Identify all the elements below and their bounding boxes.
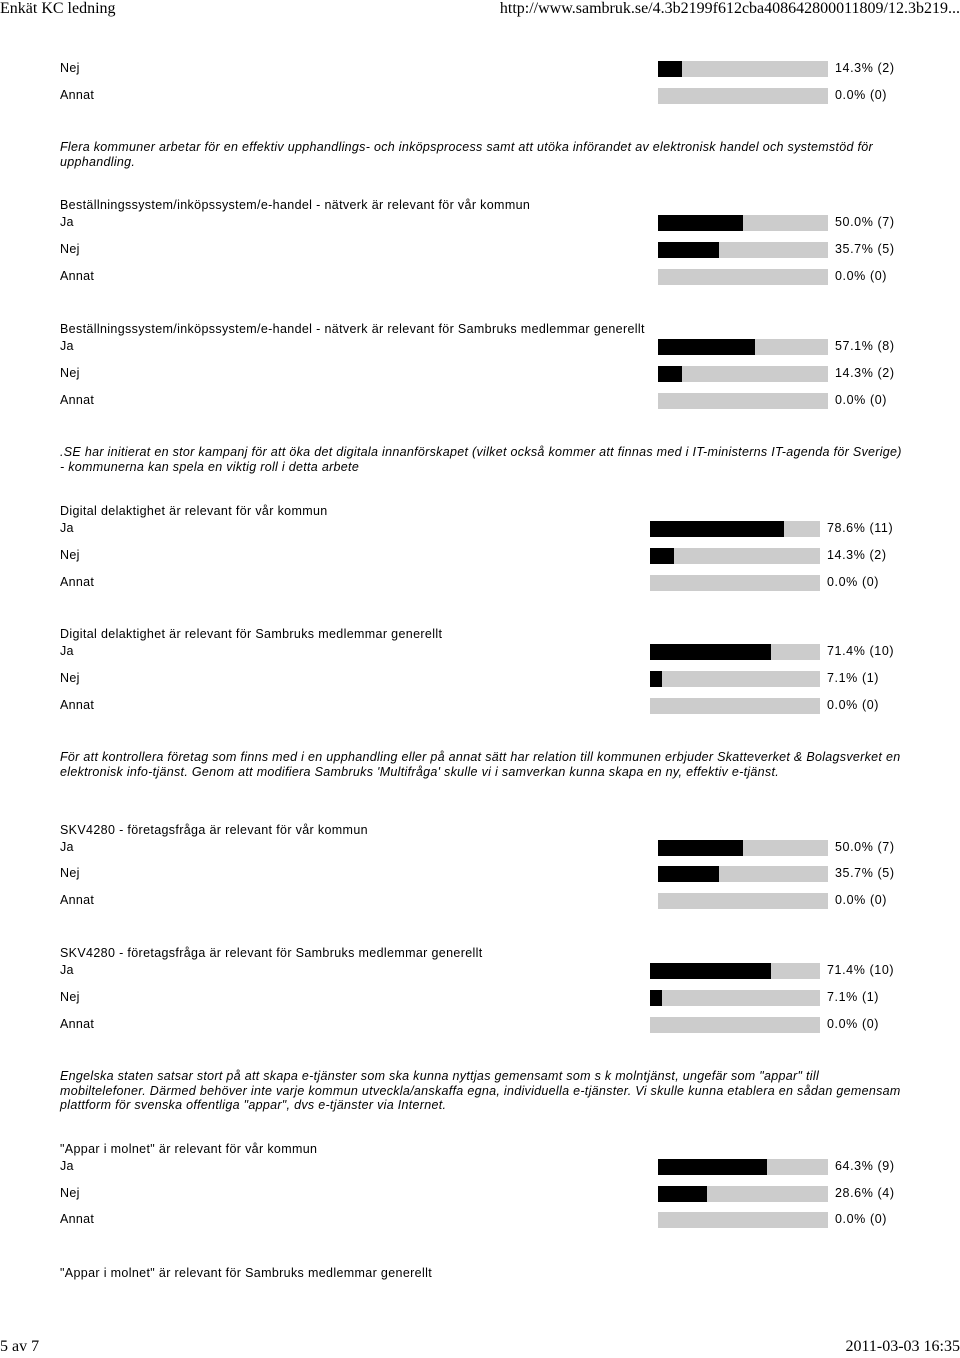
section-description: Engelska staten satsar stort på att skapa e-tjänster som ska kunna nyttjas gemensamt som s k molntjänst, ungefär som "appar" till mobiltelefoner. Därmed behöver inte varje kommun utveckla/anskaffa egna, individuella e-tjänster. Vi skulle kunna etablera en sådan gemensam plattform för svenska offentliga "appar", dvs e-tjänster via Internet. <box>60 1069 901 1112</box>
answer-label: Ja <box>60 644 74 658</box>
answer-percentage: 50.0% (7) <box>835 215 895 229</box>
result-bar-fill <box>658 61 682 77</box>
result-bar-fill <box>658 1159 767 1175</box>
result-bar <box>658 88 828 104</box>
answer-percentage: 0.0% (0) <box>827 698 880 712</box>
answer-label: Annat <box>60 893 95 907</box>
answer-percentage: 35.7% (5) <box>835 242 895 256</box>
answer-label: Nej <box>60 548 80 562</box>
answer-row <box>60 893 920 911</box>
answer-percentage: 7.1% (1) <box>827 990 880 1004</box>
answer-row <box>60 366 920 384</box>
answer-percentage: 64.3% (9) <box>835 1159 895 1173</box>
answer-percentage: 28.6% (4) <box>835 1186 895 1200</box>
answer-row <box>60 242 920 260</box>
answer-label: Ja <box>60 963 74 977</box>
result-bar-fill <box>658 339 755 355</box>
question-title: SKV4280 - företagsfråga är relevant för Sambruks medlemmar generellt <box>60 946 483 960</box>
section-description: .SE har initierat en stor kampanj för att öka det digitala innanförskapet (vilket också kommer att finnas med i IT-ministerns IT-agenda för Sverige) - kommunerna kan spela en viktig roll i detta arbete <box>60 445 902 474</box>
result-bar-fill <box>658 840 743 856</box>
answer-label: Ja <box>60 215 74 229</box>
question-title: Beställningssystem/inköpssystem/e-handel - nätverk är relevant för vår kommun <box>60 198 531 212</box>
result-bar <box>650 671 820 687</box>
answer-percentage: 71.4% (10) <box>827 644 895 658</box>
answer-row <box>60 644 920 662</box>
answer-row <box>60 1159 920 1177</box>
answer-label: Nej <box>60 242 80 256</box>
answer-row <box>60 269 920 287</box>
answer-row <box>60 698 920 716</box>
answer-row <box>60 963 920 981</box>
answer-percentage: 57.1% (8) <box>835 339 895 353</box>
browser-print-footer <box>0 1338 960 1358</box>
result-bar-fill <box>658 242 719 258</box>
result-bar <box>650 575 820 591</box>
result-bar <box>650 698 820 714</box>
result-bar <box>658 242 828 258</box>
result-bar <box>658 1186 828 1202</box>
result-bar <box>650 990 820 1006</box>
result-bar <box>658 840 828 856</box>
answer-label: Nej <box>60 1186 80 1200</box>
answer-label: Annat <box>60 575 95 589</box>
answer-percentage: 71.4% (10) <box>827 963 895 977</box>
answer-label: Ja <box>60 339 74 353</box>
answer-row <box>60 575 920 593</box>
answer-label: Annat <box>60 269 95 283</box>
answer-percentage: 35.7% (5) <box>835 866 895 880</box>
answer-row <box>60 215 920 233</box>
result-bar <box>658 215 828 231</box>
answer-label: Nej <box>60 366 80 380</box>
result-bar-fill <box>650 671 662 687</box>
result-bar-fill <box>658 366 682 382</box>
answer-label: Annat <box>60 698 95 712</box>
result-bar <box>658 339 828 355</box>
browser-print-header <box>0 0 960 20</box>
document-title: Enkät KC ledning <box>0 0 116 17</box>
answer-percentage: 7.1% (1) <box>827 671 880 685</box>
question-title: SKV4280 - företagsfråga är relevant för vår kommun <box>60 823 368 837</box>
result-bar-fill <box>650 963 771 979</box>
answer-row <box>60 393 920 411</box>
answer-percentage: 14.3% (2) <box>827 548 887 562</box>
print-datetime: 2011-03-03 16:35 <box>845 1338 960 1355</box>
result-bar <box>650 644 820 660</box>
result-bar <box>650 548 820 564</box>
section-description: För att kontrollera företag som finns med i en upphandling eller på annat sätt har relation till kommunen erbjuder Skatteverket & Bolagsverket en elektronisk info-tjänst. Genom att modifiera Sambruks 'Multifråga' skulle vi i samverkan kunna skapa en ny, effektiv e-tjänst. <box>60 750 901 779</box>
result-bar-fill <box>658 866 719 882</box>
result-bar <box>658 893 828 909</box>
answer-row <box>60 1017 920 1035</box>
result-bar-fill <box>658 1186 707 1202</box>
answer-percentage: 0.0% (0) <box>827 575 880 589</box>
answer-row <box>60 990 920 1008</box>
question-title: "Appar i molnet" är relevant för vår kommun <box>60 1142 318 1156</box>
result-bar <box>650 1017 820 1033</box>
answer-row <box>60 521 920 539</box>
result-bar-fill <box>650 990 662 1006</box>
page-number: 5 av 7 <box>0 1338 40 1355</box>
answer-row <box>60 866 920 884</box>
answer-percentage: 0.0% (0) <box>827 1017 880 1031</box>
answer-row <box>60 840 920 858</box>
question-title: Beställningssystem/inköpssystem/e-handel - nätverk är relevant för Sambruks medlemmar generellt <box>60 322 645 336</box>
section-description: Flera kommuner arbetar för en effektiv upphandlings- och inköpsprocess samt att utöka införandet av elektronisk handel och systemstöd för upphandling. <box>60 140 874 169</box>
answer-row <box>60 1186 920 1204</box>
answer-label: Annat <box>60 1212 95 1226</box>
answer-label: Nej <box>60 990 80 1004</box>
answer-row <box>60 88 920 106</box>
answer-label: Ja <box>60 521 74 535</box>
answer-percentage: 0.0% (0) <box>835 88 888 102</box>
result-bar <box>658 866 828 882</box>
answer-label: Ja <box>60 1159 74 1173</box>
answer-row <box>60 671 920 689</box>
result-bar <box>658 1159 828 1175</box>
result-bar <box>658 1212 828 1228</box>
result-bar-fill <box>650 548 674 564</box>
answer-label: Nej <box>60 866 80 880</box>
answer-row <box>60 339 920 357</box>
result-bar <box>658 393 828 409</box>
answer-percentage: 50.0% (7) <box>835 840 895 854</box>
answer-row <box>60 1212 920 1230</box>
result-bar-fill <box>658 215 743 231</box>
answer-label: Annat <box>60 393 95 407</box>
page-url: http://www.sambruk.se/4.3b2199f612cba408642800011809/12.3b219... <box>499 0 960 17</box>
answer-label: Annat <box>60 88 95 102</box>
question-title: "Appar i molnet" är relevant för Sambruks medlemmar generellt <box>60 1266 433 1280</box>
result-bar <box>658 366 828 382</box>
question-title: Digital delaktighet är relevant för Sambruks medlemmar generellt <box>60 627 443 641</box>
answer-percentage: 0.0% (0) <box>835 1212 888 1226</box>
result-bar-fill <box>650 521 784 537</box>
answer-percentage: 78.6% (11) <box>827 521 894 535</box>
answer-percentage: 14.3% (2) <box>835 61 895 75</box>
result-bar <box>658 269 828 285</box>
answer-percentage: 0.0% (0) <box>835 893 888 907</box>
answer-percentage: 14.3% (2) <box>835 366 895 380</box>
result-bar-fill <box>650 644 771 660</box>
result-bar <box>658 61 828 77</box>
answer-percentage: 0.0% (0) <box>835 269 888 283</box>
answer-label: Ja <box>60 840 74 854</box>
answer-label: Nej <box>60 671 80 685</box>
answer-label: Annat <box>60 1017 95 1031</box>
answer-label: Nej <box>60 61 80 75</box>
answer-row <box>60 61 920 79</box>
result-bar <box>650 963 820 979</box>
answer-percentage: 0.0% (0) <box>835 393 888 407</box>
question-title: Digital delaktighet är relevant för vår kommun <box>60 504 328 518</box>
result-bar <box>650 521 820 537</box>
answer-row <box>60 548 920 566</box>
